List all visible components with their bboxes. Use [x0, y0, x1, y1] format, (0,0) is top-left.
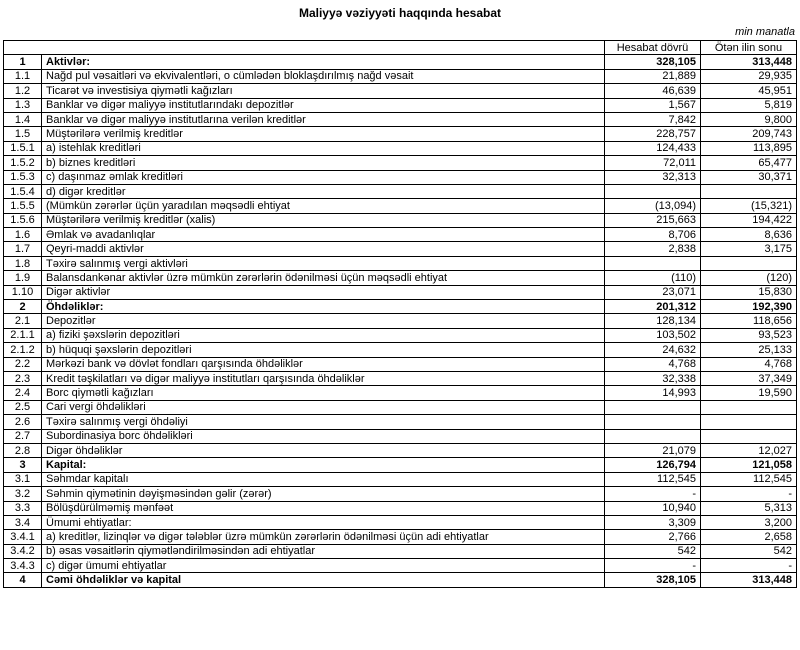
table-row [4, 343, 797, 357]
row-value-current [605, 184, 701, 198]
row-number: 1.3 [4, 98, 42, 112]
table-row [4, 285, 797, 299]
row-number: 2.4 [4, 386, 42, 400]
row-value-previous: 93,523 [701, 328, 797, 342]
row-value-previous: 8,636 [701, 228, 797, 242]
row-label: a) kreditlər, lizinqlər və digər tələblər üzrə mümkün zərərlərin ödənilməsi üçün adi ehtiyatlar [42, 530, 605, 544]
row-value-current: - [605, 487, 701, 501]
row-value-previous: 4,768 [701, 357, 797, 371]
row-number: 3 [4, 458, 42, 472]
table-row [4, 141, 797, 155]
row-value-current: 3,309 [605, 515, 701, 529]
row-number: 1.5.3 [4, 170, 42, 184]
row-value-current: 201,312 [605, 300, 701, 314]
row-value-current: 14,993 [605, 386, 701, 400]
row-label: d) digər kreditlər [42, 184, 605, 198]
row-label: Kapital: [42, 458, 605, 472]
row-value-previous: 45,951 [701, 84, 797, 98]
table-row [4, 55, 797, 69]
row-label: Digər aktivlər [42, 285, 605, 299]
row-value-previous [701, 256, 797, 270]
row-label: Ümumi ehtiyatlar: [42, 515, 605, 529]
row-value-previous: 37,349 [701, 371, 797, 385]
row-value-current: 2,838 [605, 242, 701, 256]
row-number: 1.9 [4, 271, 42, 285]
row-number: 4 [4, 573, 42, 587]
table-row [4, 156, 797, 170]
row-number: 2.7 [4, 429, 42, 443]
row-value-current: 328,105 [605, 573, 701, 587]
table-row [4, 544, 797, 558]
row-label: Kredit təşkilatları və digər maliyyə institutları qarşısında öhdəliklər [42, 371, 605, 385]
row-label: Əmlak və avadanlıqlar [42, 228, 605, 242]
table-row [4, 530, 797, 544]
row-value-previous: 15,830 [701, 285, 797, 299]
row-value-previous: 29,935 [701, 69, 797, 83]
table-row [4, 472, 797, 486]
row-value-previous: 5,819 [701, 98, 797, 112]
row-label: Səhmdar kapitalı [42, 472, 605, 486]
table-row [4, 386, 797, 400]
row-value-current: 2,766 [605, 530, 701, 544]
table-row [4, 328, 797, 342]
row-value-current: 21,889 [605, 69, 701, 83]
row-value-current: 126,794 [605, 458, 701, 472]
row-value-previous [701, 184, 797, 198]
table-row [4, 487, 797, 501]
column-header-previous-year-end: Ötən ilin sonu [701, 41, 797, 55]
row-value-current: 103,502 [605, 328, 701, 342]
row-value-current: 228,757 [605, 127, 701, 141]
row-value-current: 32,313 [605, 170, 701, 184]
header-row [4, 41, 797, 55]
row-number: 1.5 [4, 127, 42, 141]
row-value-previous: 3,200 [701, 515, 797, 529]
row-number: 1.5.6 [4, 213, 42, 227]
row-label: b) əsas vəsaitlərin qiymətləndirilməsindən adi ehtiyatlar [42, 544, 605, 558]
table-row [4, 256, 797, 270]
row-value-previous: - [701, 487, 797, 501]
table-row [4, 300, 797, 314]
row-label: Ticarət və investisiya qiymətli kağızları [42, 84, 605, 98]
row-value-current: 24,632 [605, 343, 701, 357]
table-row [4, 515, 797, 529]
row-number: 1.10 [4, 285, 42, 299]
row-label: Müştərilərə verilmiş kreditlər (xalis) [42, 213, 605, 227]
row-number: 2.3 [4, 371, 42, 385]
row-number: 1.7 [4, 242, 42, 256]
row-value-current: 4,768 [605, 357, 701, 371]
table-row [4, 357, 797, 371]
row-label: a) istehlak kreditləri [42, 141, 605, 155]
row-label: Subordinasiya borc öhdəlikləri [42, 429, 605, 443]
table-row [4, 429, 797, 443]
row-value-current: 8,706 [605, 228, 701, 242]
row-value-current: 128,134 [605, 314, 701, 328]
row-number: 1.5.4 [4, 184, 42, 198]
row-value-previous: 112,545 [701, 472, 797, 486]
row-value-previous: 2,658 [701, 530, 797, 544]
row-value-previous: 194,422 [701, 213, 797, 227]
table-row [4, 98, 797, 112]
row-number: 1.2 [4, 84, 42, 98]
row-label: Təxirə salınmış vergi öhdəliyi [42, 415, 605, 429]
table-row [4, 69, 797, 83]
row-value-previous [701, 429, 797, 443]
row-number: 3.4.2 [4, 544, 42, 558]
row-label: b) hüquqi şəxslərin depozitləri [42, 343, 605, 357]
row-label: Depozitlər [42, 314, 605, 328]
table-row [4, 415, 797, 429]
row-number: 1.5.2 [4, 156, 42, 170]
row-value-previous: 118,656 [701, 314, 797, 328]
table-row [4, 573, 797, 587]
financial-statement-table [3, 40, 797, 588]
table-row [4, 271, 797, 285]
row-value-current: 328,105 [605, 55, 701, 69]
row-label: Öhdəliklər: [42, 300, 605, 314]
row-value-previous: 65,477 [701, 156, 797, 170]
row-value-previous [701, 415, 797, 429]
table-row [4, 199, 797, 213]
row-value-previous: 9,800 [701, 112, 797, 126]
row-label: b) biznes kreditləri [42, 156, 605, 170]
row-value-previous: 121,058 [701, 458, 797, 472]
row-number: 2.8 [4, 443, 42, 457]
table-row [4, 443, 797, 457]
row-number: 3.4.1 [4, 530, 42, 544]
row-label: Müştərilərə verilmiş kreditlər [42, 127, 605, 141]
row-label: Cəmi öhdəliklər və kapital [42, 573, 605, 587]
row-value-current: (110) [605, 271, 701, 285]
row-value-current: 7,842 [605, 112, 701, 126]
row-label: Səhmin qiymətinin dəyişməsindən gəlir (zərər) [42, 487, 605, 501]
table-row [4, 184, 797, 198]
table-row [4, 84, 797, 98]
row-label: Qeyri-maddi aktivlər [42, 242, 605, 256]
row-value-current: 112,545 [605, 472, 701, 486]
row-label: Banklar və digər maliyyə institutlarına verilən kreditlər [42, 112, 605, 126]
row-value-current: (13,094) [605, 199, 701, 213]
row-value-previous: - [701, 559, 797, 573]
row-label: Borc qiymətli kağızları [42, 386, 605, 400]
table-row [4, 314, 797, 328]
row-number: 3.1 [4, 472, 42, 486]
table-row [4, 400, 797, 414]
row-value-previous: 313,448 [701, 573, 797, 587]
row-value-current: 21,079 [605, 443, 701, 457]
row-label: Digər öhdəliklər [42, 443, 605, 457]
row-number: 1.1 [4, 69, 42, 83]
row-number: 1.8 [4, 256, 42, 270]
row-value-current: - [605, 559, 701, 573]
row-value-previous: 192,390 [701, 300, 797, 314]
row-label: a) fiziki şəxslərin depozitləri [42, 328, 605, 342]
row-label: (Mümkün zərərlər üçün yaradılan məqsədli ehtiyat [42, 199, 605, 213]
unit-note: min manatla [735, 26, 795, 38]
table-row [4, 228, 797, 242]
row-number: 2.1.2 [4, 343, 42, 357]
row-value-previous: 30,371 [701, 170, 797, 184]
row-number: 3.4.3 [4, 559, 42, 573]
row-value-current: 23,071 [605, 285, 701, 299]
row-value-previous [701, 400, 797, 414]
table-row [4, 242, 797, 256]
row-value-current: 124,433 [605, 141, 701, 155]
row-label: Cari vergi öhdəlikləri [42, 400, 605, 414]
row-value-previous: 209,743 [701, 127, 797, 141]
row-number: 2.1 [4, 314, 42, 328]
row-value-current [605, 400, 701, 414]
row-number: 1.4 [4, 112, 42, 126]
row-value-previous: (120) [701, 271, 797, 285]
row-value-previous: (15,321) [701, 199, 797, 213]
row-number: 1.5.1 [4, 141, 42, 155]
row-label: Təxirə salınmış vergi aktivləri [42, 256, 605, 270]
row-number: 3.2 [4, 487, 42, 501]
page-title: Maliyyə vəziyyəti haqqında hesabat [298, 6, 502, 20]
row-value-current: 32,338 [605, 371, 701, 385]
row-number: 1.5.5 [4, 199, 42, 213]
row-value-previous: 19,590 [701, 386, 797, 400]
row-value-current [605, 415, 701, 429]
row-number: 1.6 [4, 228, 42, 242]
table-row [4, 170, 797, 184]
header-spacer [4, 41, 605, 55]
row-number: 2.1.1 [4, 328, 42, 342]
row-value-previous: 12,027 [701, 443, 797, 457]
table-row [4, 371, 797, 385]
row-number: 2.6 [4, 415, 42, 429]
row-label: Banklar və digər maliyyə institutlarındakı depozitlər [42, 98, 605, 112]
row-number: 2.5 [4, 400, 42, 414]
table-row [4, 458, 797, 472]
row-value-current [605, 256, 701, 270]
table-row [4, 127, 797, 141]
row-value-previous: 313,448 [701, 55, 797, 69]
row-number: 3.3 [4, 501, 42, 515]
table-body [4, 55, 797, 587]
table-row [4, 213, 797, 227]
row-value-previous: 3,175 [701, 242, 797, 256]
row-value-current: 215,663 [605, 213, 701, 227]
row-value-current: 542 [605, 544, 701, 558]
row-number: 2.2 [4, 357, 42, 371]
row-value-current: 1,567 [605, 98, 701, 112]
row-number: 1 [4, 55, 42, 69]
row-value-previous: 113,895 [701, 141, 797, 155]
table-row [4, 559, 797, 573]
row-label: Aktivlər: [42, 55, 605, 69]
table-row [4, 112, 797, 126]
row-label: Balansdankənar aktivlər üzrə mümkün zərərlərin ödənilməsi üçün məqsədli ehtiyat [42, 271, 605, 285]
row-label: c) digər ümumi ehtiyatlar [42, 559, 605, 573]
row-value-current [605, 429, 701, 443]
row-number: 2 [4, 300, 42, 314]
row-label: Nağd pul vəsaitləri və ekvivalentləri, o cümlədən bloklaşdırılmış nağd vəsait [42, 69, 605, 83]
row-label: Bölüşdürülməmiş mənfəət [42, 501, 605, 515]
row-value-previous: 542 [701, 544, 797, 558]
row-value-current: 72,011 [605, 156, 701, 170]
row-label: c) daşınmaz əmlak kreditləri [42, 170, 605, 184]
row-value-current: 46,639 [605, 84, 701, 98]
row-number: 3.4 [4, 515, 42, 529]
column-header-current-period: Hesabat dövrü [605, 41, 701, 55]
row-value-current: 10,940 [605, 501, 701, 515]
row-value-previous: 25,133 [701, 343, 797, 357]
table-row [4, 501, 797, 515]
row-label: Mərkəzi bank və dövlət fondları qarşısında öhdəliklər [42, 357, 605, 371]
row-value-previous: 5,313 [701, 501, 797, 515]
